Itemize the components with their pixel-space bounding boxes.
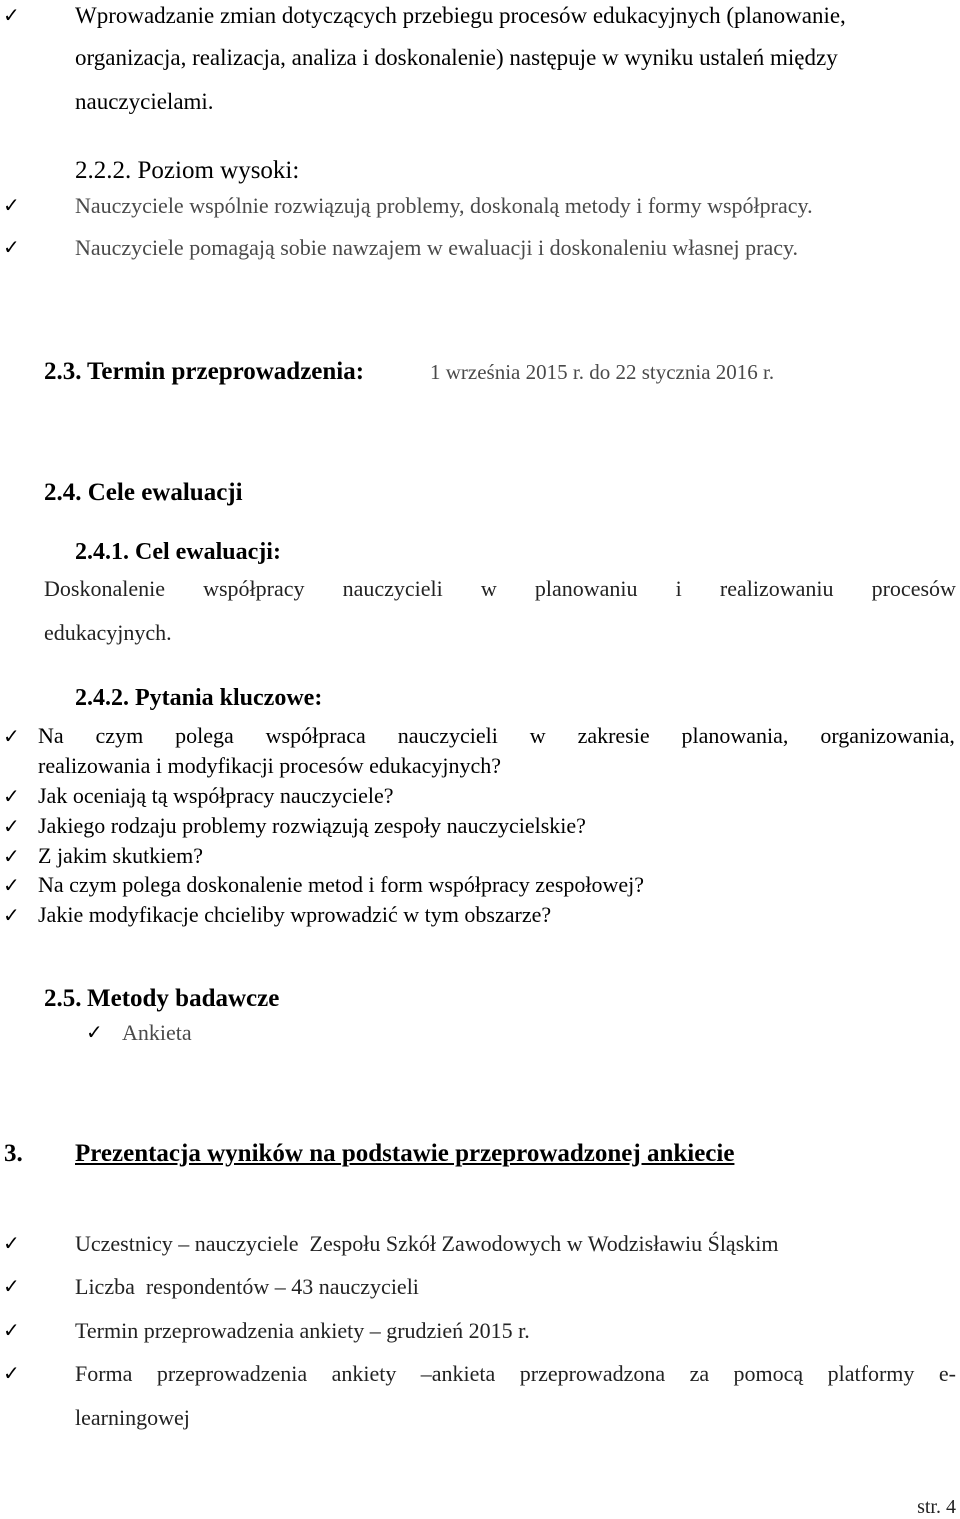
goal-word: Doskonalenie <box>44 576 165 601</box>
checkmark-icon: ✓ <box>3 846 20 868</box>
question-word: zakresie <box>577 723 650 748</box>
question-word: nauczycieli <box>397 723 498 748</box>
checkmark-icon: ✓ <box>3 1276 20 1298</box>
section-heading-2-5: Metody badawcze <box>87 985 280 1012</box>
section-number-2-5: 2.5. <box>44 985 82 1012</box>
checkmark-icon: ✓ <box>3 5 20 27</box>
question-1-line-2: realizowania i modyfikacji procesów edukacyjnych? <box>38 753 502 778</box>
section-heading-2-4: 2.4. Cele ewaluacji <box>44 479 243 506</box>
checkmark-icon: ✓ <box>3 1233 20 1255</box>
form-word: za <box>689 1361 710 1386</box>
checkmark-icon: ✓ <box>86 1022 103 1044</box>
checkmark-icon: ✓ <box>3 237 20 259</box>
summary-item-participants: Uczestnicy – nauczyciele Zespołu Szkół Zawodowych w Wodzisławiu Śląskim <box>75 1231 779 1256</box>
checkmark-icon: ✓ <box>3 1363 20 1385</box>
summary-item-form-line-2: learningowej <box>75 1405 190 1430</box>
question-3: Jakiego rodzaju problemy rozwiązują zespoły nauczycielskie? <box>38 813 586 838</box>
question-4: Z jakim skutkiem? <box>38 843 203 868</box>
section-number-2-3: 2.3. <box>44 358 82 385</box>
form-word: pomocą <box>733 1361 804 1386</box>
goal-word: planowaniu <box>534 576 638 601</box>
section-heading-2-4-1: 2.4.1. Cel ewaluacji: <box>75 539 281 565</box>
goal-word: realizowaniu <box>719 576 834 601</box>
checkmark-icon: ✓ <box>3 905 20 927</box>
list-item: Nauczyciele wspólnie rozwiązują problemy, doskonalą metody i formy współpracy. <box>75 193 813 218</box>
checkmark-icon: ✓ <box>3 786 20 808</box>
question-word: w <box>529 723 546 748</box>
question-word: organizowania, <box>820 723 955 748</box>
intro-line-2: organizacja, realizacja, analiza i doskonalenie) następuje w wyniku ustaleń między <box>75 45 838 70</box>
intro-line-1: Wprowadzanie zmian dotyczących przebiegu procesów edukacyjnych (planowanie, <box>75 3 846 28</box>
goal-text-line-1 <box>44 578 956 600</box>
checkmark-icon: ✓ <box>3 195 20 217</box>
goal-text-line-2: edukacyjnych. <box>44 620 172 645</box>
goal-word: procesów <box>871 576 956 601</box>
goal-word: i <box>675 576 682 601</box>
goal-word: w <box>480 576 497 601</box>
summary-item-respondents: Liczba respondentów – 43 nauczycieli <box>75 1274 419 1299</box>
goal-word: nauczycieli <box>342 576 443 601</box>
intro-line-3: nauczycielami. <box>75 89 214 114</box>
page-number: str. 4 <box>917 1496 956 1518</box>
form-word: e- <box>938 1361 956 1386</box>
list-item: Nauczyciele pomagają sobie nawzajem w ewaluacji i doskonaleniu własnej pracy. <box>75 235 799 260</box>
question-1-line-1 <box>38 725 955 747</box>
checkmark-icon: ✓ <box>3 1320 20 1342</box>
section-number-3: 3. <box>4 1140 23 1167</box>
form-word: przeprowadzona <box>519 1361 666 1386</box>
question-word: planowania, <box>681 723 789 748</box>
method-item: Ankieta <box>122 1020 192 1045</box>
checkmark-icon: ✓ <box>3 816 20 838</box>
checkmark-icon: ✓ <box>3 875 20 897</box>
form-word: –ankieta <box>420 1361 496 1386</box>
question-5: Na czym polega doskonalenie metod i form współpracy zespołowej? <box>38 872 645 897</box>
form-word: ankiety <box>331 1361 397 1386</box>
summary-item-date: Termin przeprowadzenia ankiety – grudzień 2015 r. <box>75 1318 530 1343</box>
question-word: Na <box>38 723 64 748</box>
section-heading-2-4-2: 2.4.2. Pytania kluczowe: <box>75 685 323 711</box>
section-heading-2-3: Termin przeprowadzenia: <box>87 358 365 385</box>
checkmark-icon: ✓ <box>3 726 20 748</box>
question-word: współpraca <box>265 723 366 748</box>
form-word: Forma <box>75 1361 133 1386</box>
form-word: przeprowadzenia <box>156 1361 308 1386</box>
section-heading-2-2-2: 2.2.2. Poziom wysoki: <box>75 157 300 184</box>
section-title-3: Prezentacja wyników na podstawie przeprowadzonej ankiecie <box>75 1140 735 1167</box>
form-word: platformy <box>827 1361 915 1386</box>
question-6: Jakie modyfikacje chcieliby wprowadzić w tym obszarze? <box>38 902 552 927</box>
question-word: polega <box>175 723 234 748</box>
goal-word: współpracy <box>203 576 305 601</box>
question-2: Jak oceniają tą współpracy nauczyciele? <box>38 783 394 808</box>
question-word: czym <box>95 723 144 748</box>
evaluation-date-range: 1 września 2015 r. do 22 stycznia 2016 r. <box>430 360 775 384</box>
summary-item-form-line-1 <box>75 1363 956 1385</box>
